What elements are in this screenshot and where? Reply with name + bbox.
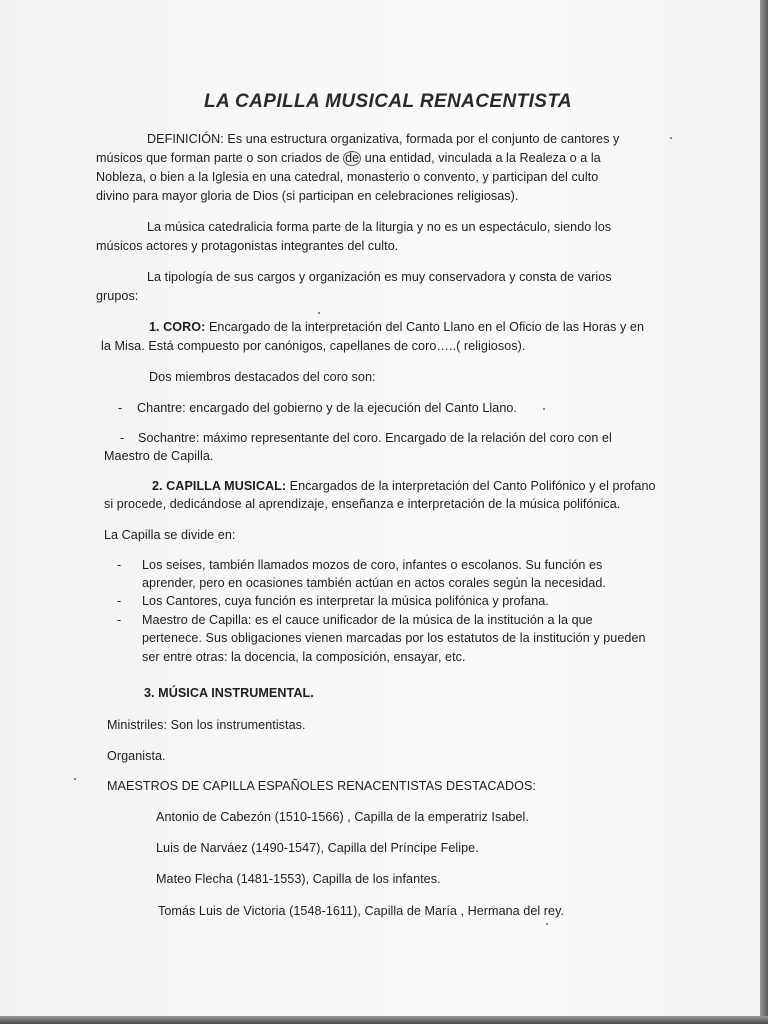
paper-speck <box>74 778 76 780</box>
page-edge-shadow <box>760 0 768 1024</box>
instrumental-heading: 3. MÚSICA INSTRUMENTAL. <box>144 686 314 700</box>
capilla-cantores: Los Cantores, cuya función es interpretar la música polifónica y profana. <box>142 594 549 608</box>
definicion-line-2 <box>96 150 601 166</box>
definicion-line-3: Nobleza, o bien a la Iglesia en una catedral, monasterio o convento, y participan del culto <box>96 170 599 184</box>
capilla-maestro-line-2: pertenece. Sus obligaciones vienen marcadas por los estatutos de la institución y pueden <box>142 631 646 645</box>
definicion-line-1 <box>147 131 619 147</box>
paragraph-liturgia-line-1: La música catedralicia forma parte de la liturgia y no es un espectáculo, siendo los <box>147 220 612 234</box>
paper-speck <box>543 408 545 410</box>
coro-line-2: la Misa. Está compuesto por canónigos, capellanes de coro…..( religiosos). <box>101 339 526 353</box>
instrumental-ministriles: Ministriles: Son los instrumentistas. <box>107 718 306 732</box>
coro-chantre: Chantre: encargado del gobierno y de la ejecución del Canto Llano. <box>137 401 517 415</box>
capilla-seises-line-1: Los seises, también llamados mozos de coro, infantes o escolanos. Su función es <box>142 558 603 572</box>
dash-cantores: - <box>117 594 122 608</box>
paragraph-tipologia-line-1: La tipología de sus cargos y organización es muy conservadora y consta de varios <box>147 270 612 284</box>
capilla-line-1 <box>152 478 656 494</box>
maestros-heading: MAESTROS DE CAPILLA ESPAÑOLES RENACENTISTAS DESTACADOS: <box>107 779 536 793</box>
coro-sochantre-line-1: Sochantre: máximo representante del coro. Encargado de la relación del coro con el <box>138 431 612 445</box>
capilla-divide-intro: La Capilla se divide en: <box>104 528 236 542</box>
capilla-maestro-line-3: ser entre otras: la docencia, la composición, ensayar, etc. <box>142 650 466 664</box>
definicion-text-2a: músicos que forman parte o son criados de <box>96 151 344 165</box>
capilla-seises-line-2: aprender, pero en ocasiones también actúan en actos corales según la necesidad. <box>142 576 606 590</box>
maestro-item: Luis de Narváez (1490-1547), Capilla del Príncipe Felipe. <box>156 841 479 855</box>
paper-speck <box>670 137 672 139</box>
dash-maestro: - <box>117 613 122 627</box>
dash-sochantre: - <box>120 431 125 445</box>
paper-speck <box>318 312 320 314</box>
maestro-item: Mateo Flecha (1481-1553), Capilla de los infantes. <box>156 872 441 886</box>
capilla-line-2: si procede, dedicándose al aprendizaje, enseñanza e interpretación de la música polifónica. <box>104 497 621 511</box>
definicion-line-4: divino para mayor gloria de Dios (si participan en celebraciones religiosas). <box>96 189 519 203</box>
coro-label: 1. CORO: <box>149 320 206 334</box>
page-bottom-shadow <box>0 1016 768 1024</box>
maestro-item: Antonio de Cabezón (1510-1566) , Capilla de la emperatriz Isabel. <box>156 810 529 824</box>
definicion-text-1: Es una estructura organizativa, formada por el conjunto de cantores y <box>223 132 620 146</box>
dash-chantre: - <box>118 401 123 415</box>
document-title: LA CAPILLA MUSICAL RENACENTISTA <box>203 91 573 112</box>
capilla-label: 2. CAPILLA MUSICAL: <box>152 479 287 493</box>
coro-line-1 <box>149 319 644 335</box>
definicion-text-2b: una entidad, vinculada a la Realeza o a la <box>361 151 601 165</box>
coro-miembros-intro: Dos miembros destacados del coro son: <box>149 370 376 384</box>
maestro-item: Tomás Luis de Victoria (1548-1611), Capilla de María , Hermana del rey. <box>158 904 565 918</box>
paragraph-liturgia-line-2: músicos actores y protagonistas integrantes del culto. <box>96 239 399 253</box>
paper-speck <box>546 923 548 925</box>
circled-word: de <box>345 151 360 165</box>
capilla-text-1: Encargados de la interpretación del Canto Polifónico y el profano <box>286 479 656 493</box>
dash-seises: - <box>117 558 122 572</box>
definicion-label: DEFINICIÓN: <box>147 132 224 146</box>
capilla-maestro-line-1: Maestro de Capilla: es el cauce unificador de la música de la institución a la que <box>142 613 593 627</box>
coro-text-1: Encargado de la interpretación del Canto Llano en el Oficio de las Horas y en <box>205 320 645 334</box>
paragraph-tipologia-line-2: grupos: <box>96 289 139 303</box>
coro-sochantre-line-2: Maestro de Capilla. <box>104 449 214 463</box>
instrumental-organista: Organista. <box>107 749 166 763</box>
